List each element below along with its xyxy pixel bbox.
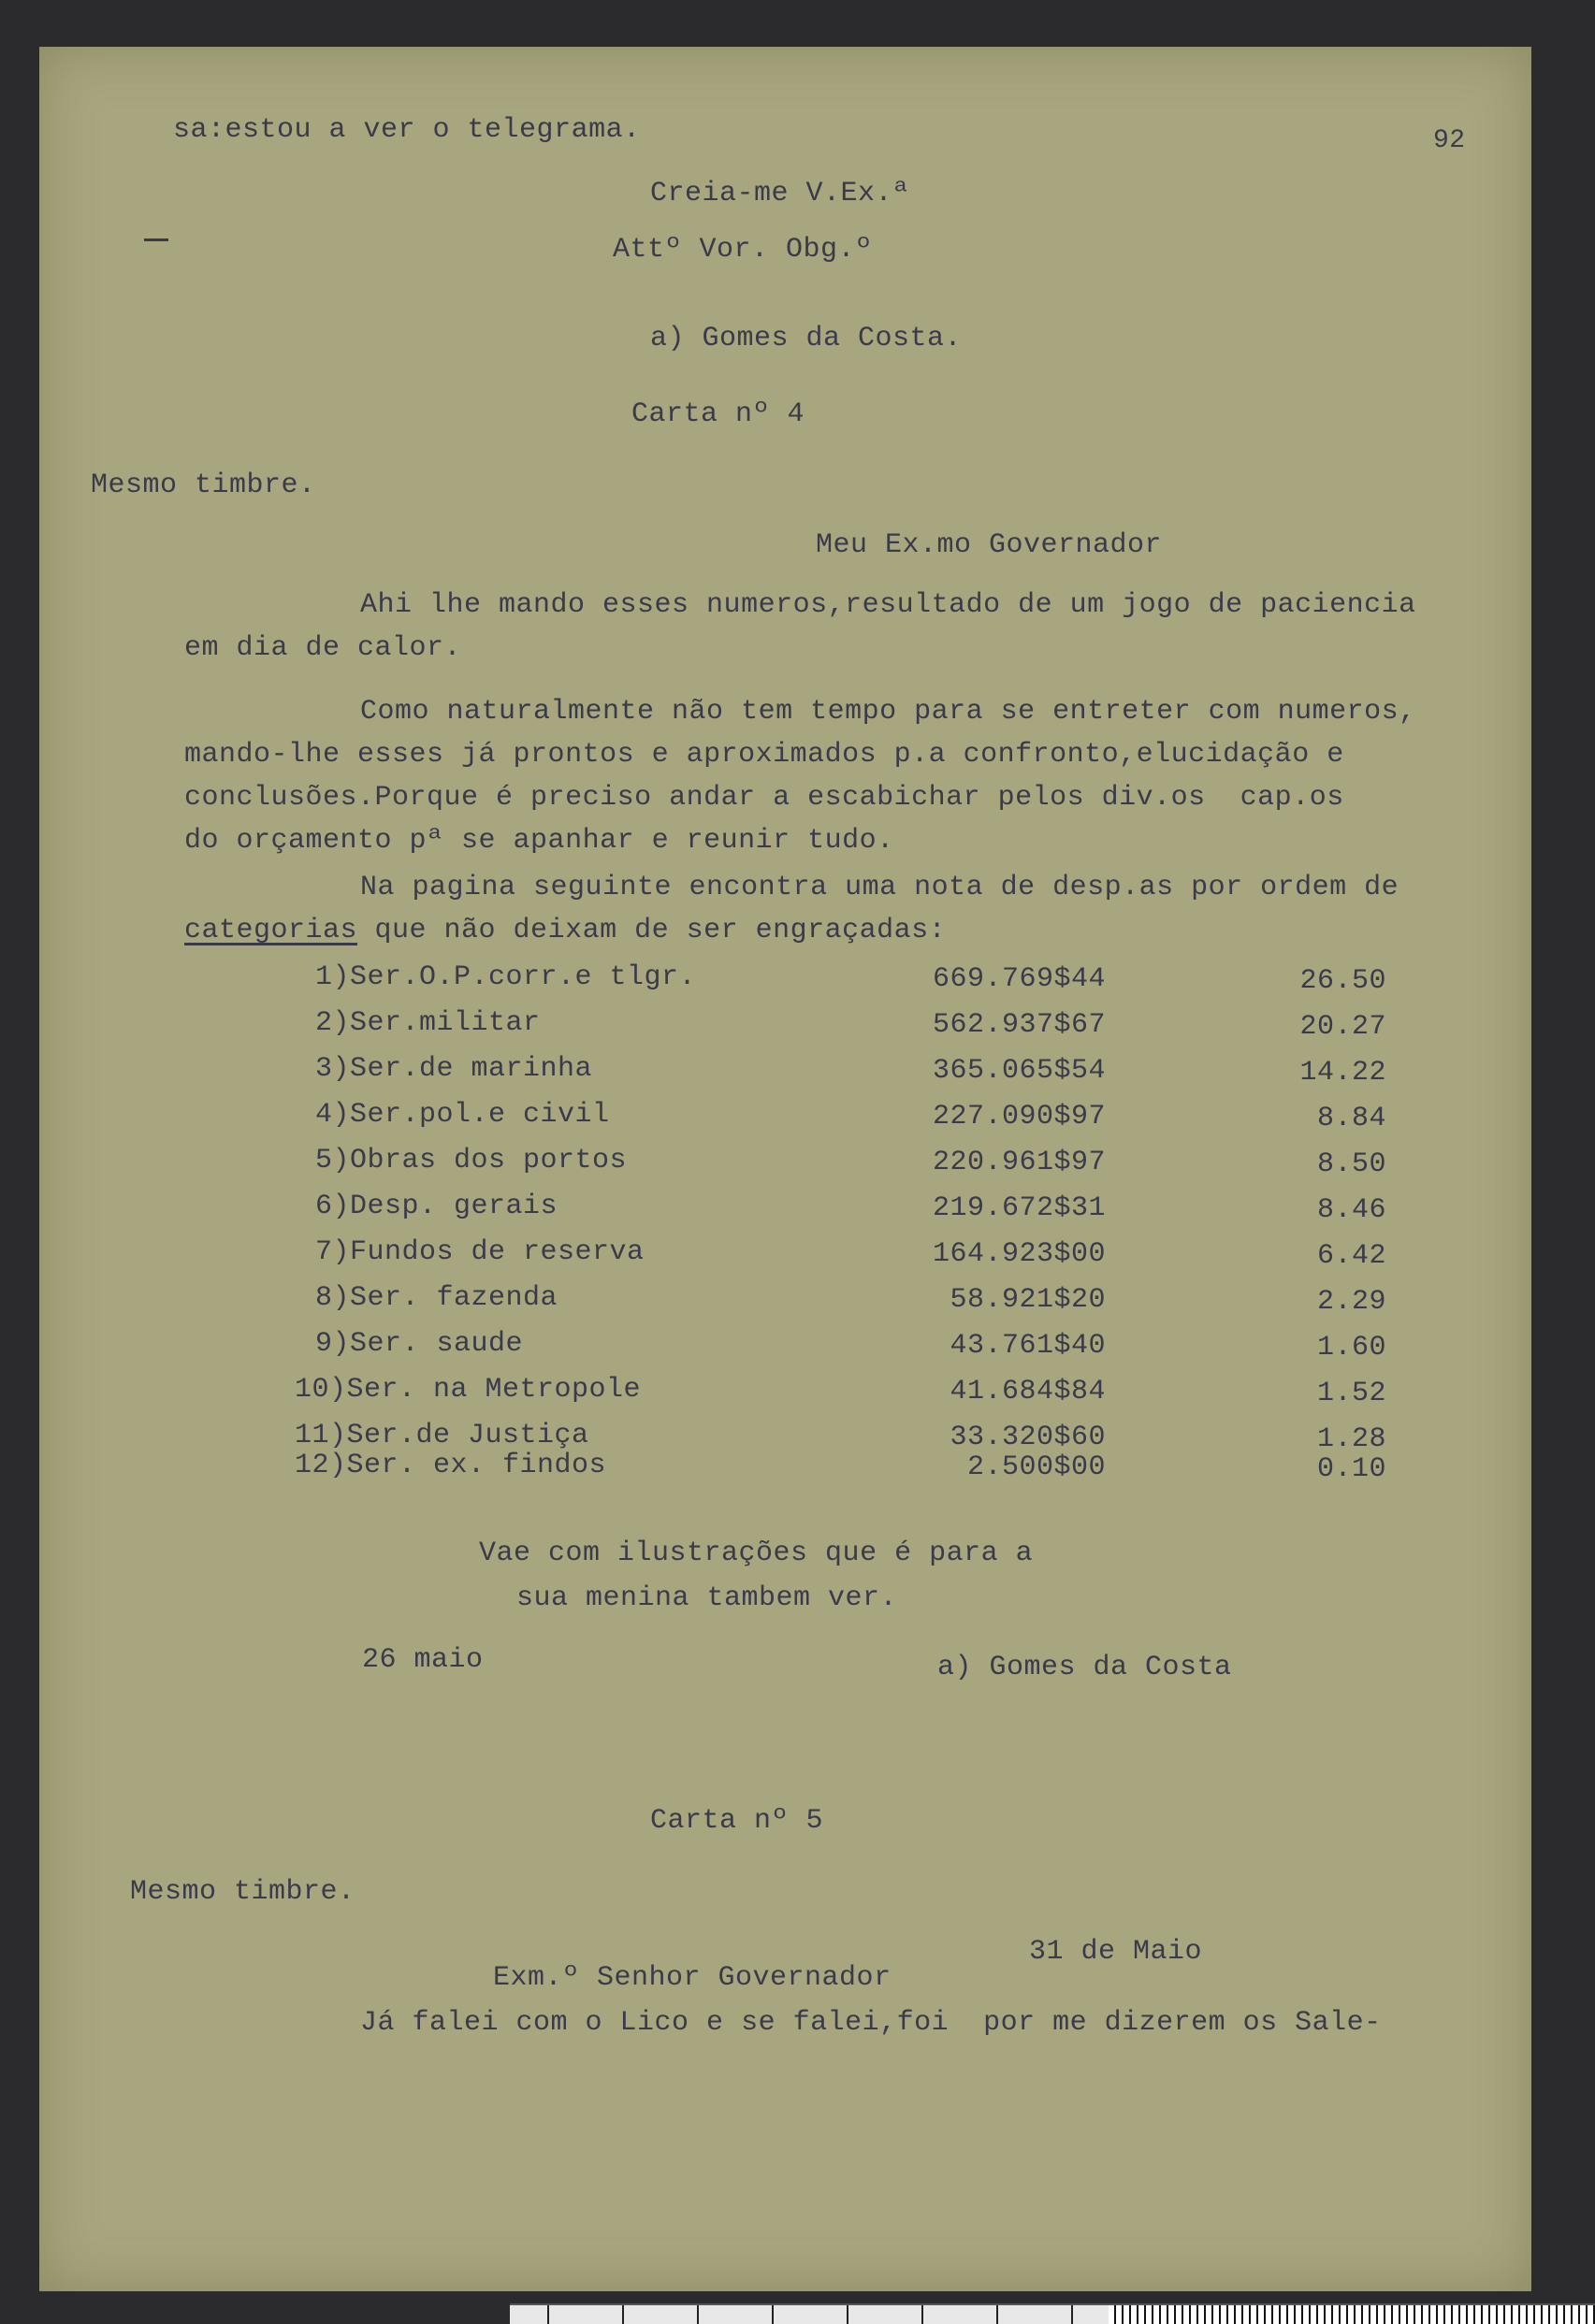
document-page — [39, 47, 1531, 2291]
underlined-word: categorias — [184, 915, 358, 946]
letter4-para1-line1: Ahi lhe mando esses numeros,resultado de um jogo de paciencia — [360, 589, 1416, 621]
table-row-amount: 41.684$84 — [950, 1376, 1106, 1407]
table-row-label: 9)Ser. saude — [315, 1328, 524, 1360]
scale-ruler — [510, 2303, 1595, 2324]
table-row-amount: 669.769$44 — [932, 963, 1106, 995]
table-row-pct: 14.22 — [1299, 1057, 1386, 1089]
letter4-header-note: Mesmo timbre. — [91, 469, 316, 501]
letter5-date: 31 de Maio — [1029, 1936, 1203, 1968]
table-row-amount: 33.320$60 — [950, 1422, 1106, 1453]
letter5-body-line1: Já falei com o Lico e se falei,foi por me dizerem os Sale- — [360, 2007, 1382, 2039]
letter4-para2-line2: mando-lhe esses já prontos e aproximados p.a confronto,elucidação e — [184, 739, 1344, 771]
letter4-heading: Carta nº 4 — [631, 398, 805, 430]
para3-line2-rest: que não deixam de ser engraçadas: — [357, 915, 947, 946]
letter5-salutation: Exm.º Senhor Governador — [493, 1962, 892, 1994]
table-row-label: 1)Ser.O.P.corr.e tlgr. — [315, 961, 697, 993]
table-row-label: 2)Ser.militar — [315, 1007, 541, 1039]
table-row-pct: 8.84 — [1316, 1103, 1386, 1134]
letter4-date: 26 maio — [362, 1644, 484, 1676]
table-row-label: 7)Fundos de reserva — [315, 1236, 645, 1268]
letter4-salutation: Meu Ex.mo Governador — [816, 529, 1163, 561]
table-row-amount: 220.961$97 — [932, 1147, 1106, 1178]
table-row-pct: 26.50 — [1299, 965, 1386, 997]
table-row-label: 12)Ser. ex. findos — [295, 1450, 607, 1481]
table-row-label: 3)Ser.de marinha — [315, 1053, 593, 1085]
table-row-label: 5)Obras dos portos — [315, 1145, 628, 1176]
table-row-pct: 0.10 — [1316, 1453, 1386, 1485]
table-row-pct: 8.46 — [1316, 1194, 1386, 1226]
table-row-label: 6)Desp. gerais — [315, 1191, 558, 1222]
letter4-closing-line2: sua menina tambem ver. — [516, 1582, 898, 1614]
table-row-pct: 20.27 — [1299, 1011, 1386, 1043]
margin-mark — [144, 238, 168, 241]
letter4-para1-line2: em dia de calor. — [184, 632, 462, 664]
table-row-label: 10)Ser. na Metropole — [295, 1374, 642, 1406]
table-row-label: 11)Ser.de Justiça — [295, 1420, 589, 1451]
table-row-amount: 562.937$67 — [932, 1009, 1106, 1041]
closing-signature: a) Gomes da Costa. — [650, 323, 963, 354]
table-row-amount: 2.500$00 — [966, 1451, 1106, 1483]
table-row-pct: 1.60 — [1316, 1332, 1386, 1364]
letter4-closing-line1: Vae com ilustrações que é para a — [479, 1537, 1034, 1569]
table-row-amount: 43.761$40 — [950, 1330, 1106, 1362]
table-row-amount: 58.921$20 — [950, 1284, 1106, 1316]
letter4-para2-line1: Como naturalmente não tem tempo para se entreter com numeros, — [360, 696, 1416, 728]
letter5-header-note: Mesmo timbre. — [130, 1876, 355, 1908]
closing-line-1: Creia-me V.Ex.ª — [650, 178, 910, 209]
table-row-amount: 365.065$54 — [932, 1055, 1106, 1087]
letter4-para2-line4: do orçamento pª se apanhar e reunir tudo. — [184, 825, 894, 857]
table-row-pct: 2.29 — [1316, 1286, 1386, 1318]
table-row-amount: 219.672$31 — [932, 1192, 1106, 1224]
closing-line-2: Attº Vor. Obg.º — [613, 234, 873, 266]
table-row-pct: 6.42 — [1316, 1240, 1386, 1272]
table-row-label: 8)Ser. fazenda — [315, 1282, 558, 1314]
page-number: 92 — [1433, 126, 1466, 155]
table-row-amount: 227.090$97 — [932, 1101, 1106, 1133]
table-row-amount: 164.923$00 — [932, 1238, 1106, 1270]
letter4-para2-line3: conclusões.Porque é preciso andar a escabichar pelos div.os cap.os — [184, 782, 1344, 814]
letter4-signature: a) Gomes da Costa — [937, 1652, 1232, 1683]
letter5-heading: Carta nº 5 — [650, 1805, 824, 1837]
table-row-pct: 1.28 — [1316, 1423, 1386, 1455]
table-row-pct: 1.52 — [1316, 1378, 1386, 1409]
table-row-label: 4)Ser.pol.e civil — [315, 1099, 610, 1131]
letter4-para3-line1: Na pagina seguinte encontra uma nota de desp.as por ordem de — [360, 872, 1399, 903]
letter4-para3-line2 — [184, 915, 946, 946]
intro-line: sa:estou a ver o telegrama. — [173, 114, 641, 146]
table-row-pct: 8.50 — [1316, 1148, 1386, 1180]
